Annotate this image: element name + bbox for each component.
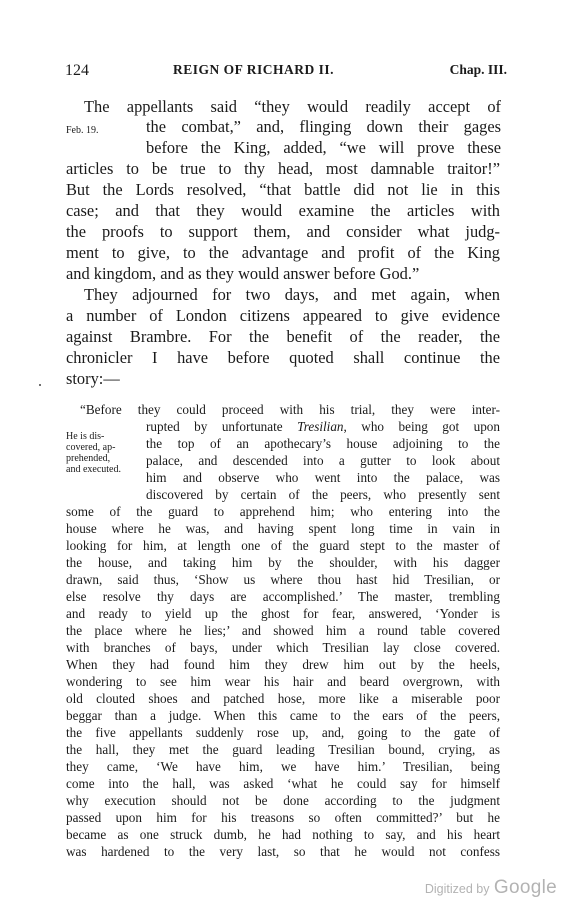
margin-note-line: and executed. [66, 464, 121, 475]
text-line: was hardened to the very last, so that he would not confess [66, 844, 500, 859]
text-line: ment to give, to the advantage and profit of the King [66, 243, 500, 262]
text-line: the hall, they met the guard leading Tresilian bound, crying, as [66, 742, 500, 757]
text-line: When they had found him they drew him out by the heels, [66, 657, 500, 672]
text-line: They adjourned for two days, and met again, when [84, 285, 500, 304]
text-line: him and observe who went into the palace, was [146, 470, 500, 485]
margin-note-line: prehended, [66, 453, 111, 464]
google-logo: Google [493, 877, 557, 898]
text-line: rupted by unfortunate Tresilian, who being got upon [146, 419, 500, 434]
text-line: case; and that they would examine the articles with [66, 201, 500, 220]
stray-mark [39, 384, 41, 386]
page-number: 124 [65, 62, 89, 79]
text-line: a number of London citizens appeared to give evidence [66, 306, 500, 325]
text-line: discovered by certain of the peers, who presently sent [146, 487, 500, 502]
digitized-watermark [425, 877, 557, 899]
margin-note-line: covered, ap- [66, 442, 116, 453]
text-line: the place where he lies;’ and showed him a round table covered [66, 623, 500, 638]
running-title: REIGN OF RICHARD II. [173, 62, 335, 77]
running-head [65, 62, 507, 82]
chapter-label: Chap. III. [449, 62, 507, 77]
text-line: with branches of bays, under which Tresilian lay close covered. [66, 640, 500, 655]
italic-name: Tresilian [297, 419, 344, 434]
text-line: against Brambre. For the benefit of the reader, the [66, 327, 500, 346]
text-line: “Before they could proceed with his trial, they were inter- [80, 402, 500, 417]
text-line: became as one struck dumb, he had nothing to say, and his heart [66, 827, 500, 842]
text-line: why execution should not be done according to the judgment [66, 793, 500, 808]
text-line: palace, and descended into a gutter to look about [146, 453, 500, 468]
watermark-prefix: Digitized by [424, 882, 490, 896]
text-line: before the King, added, “we will prove these [146, 138, 501, 157]
text-line: passed upon him for his treasons so often committed?’ but he [66, 810, 500, 825]
margin-note-side [66, 431, 121, 475]
text-line: else resolve thy days are accomplished.’ The master, trembling [66, 589, 500, 604]
text-line: and kingdom, and as they would answer before God.” [66, 264, 420, 283]
text-line: The appellants said “they would readily accept of [84, 97, 501, 116]
margin-note-date: Feb. 19. [66, 125, 99, 136]
text-line: beggar than a judge. When this came to the ears of the peers, [66, 708, 500, 723]
text-line: story:— [66, 369, 120, 388]
text-line: chronicler I have before quoted shall continue the [66, 348, 500, 367]
text-line: the top of an apothecary’s house adjoining to the [146, 436, 500, 451]
text-line: some of the guard to apprehend him; who entering into the [66, 504, 500, 519]
text-line: they came, ‘We have him, we have him.’ Tresilian, being [66, 759, 500, 774]
text-line: and ready to yield up the ghost for fear, answered, ‘Yonder is [66, 606, 500, 621]
text-line: the combat,” and, flinging down their gages [146, 117, 501, 136]
text-line: But the Lords resolved, “that battle did not lie in this [66, 180, 500, 199]
text-line: looking for him, at length one of the guard stept to the master of [66, 538, 500, 553]
text-line: the five appellants suddenly rose up, and, going to the gate of [66, 725, 500, 740]
text-line: drawn, said thus, ‘Show us where thou hast hid Tresilian, or [66, 572, 500, 587]
text-line: articles to be true to thy head, most damnable traitor!” [66, 159, 500, 178]
text-line: wondering to see him wear his hair and beard overgrown, with [66, 674, 500, 689]
text-line: come into the hall, was asked ‘what he could say for himself [66, 776, 500, 791]
text-line: old clouted shoes and patched hose, more like a miserable poor [66, 691, 500, 706]
text-line: the proofs to support them, and consider what judg- [66, 222, 500, 241]
text-line: the house, and taking him by the shoulder, with his dagger [66, 555, 500, 570]
text-line: house where he was, and having spent long time in vain in [66, 521, 500, 536]
margin-note-line: He is dis- [66, 431, 105, 442]
